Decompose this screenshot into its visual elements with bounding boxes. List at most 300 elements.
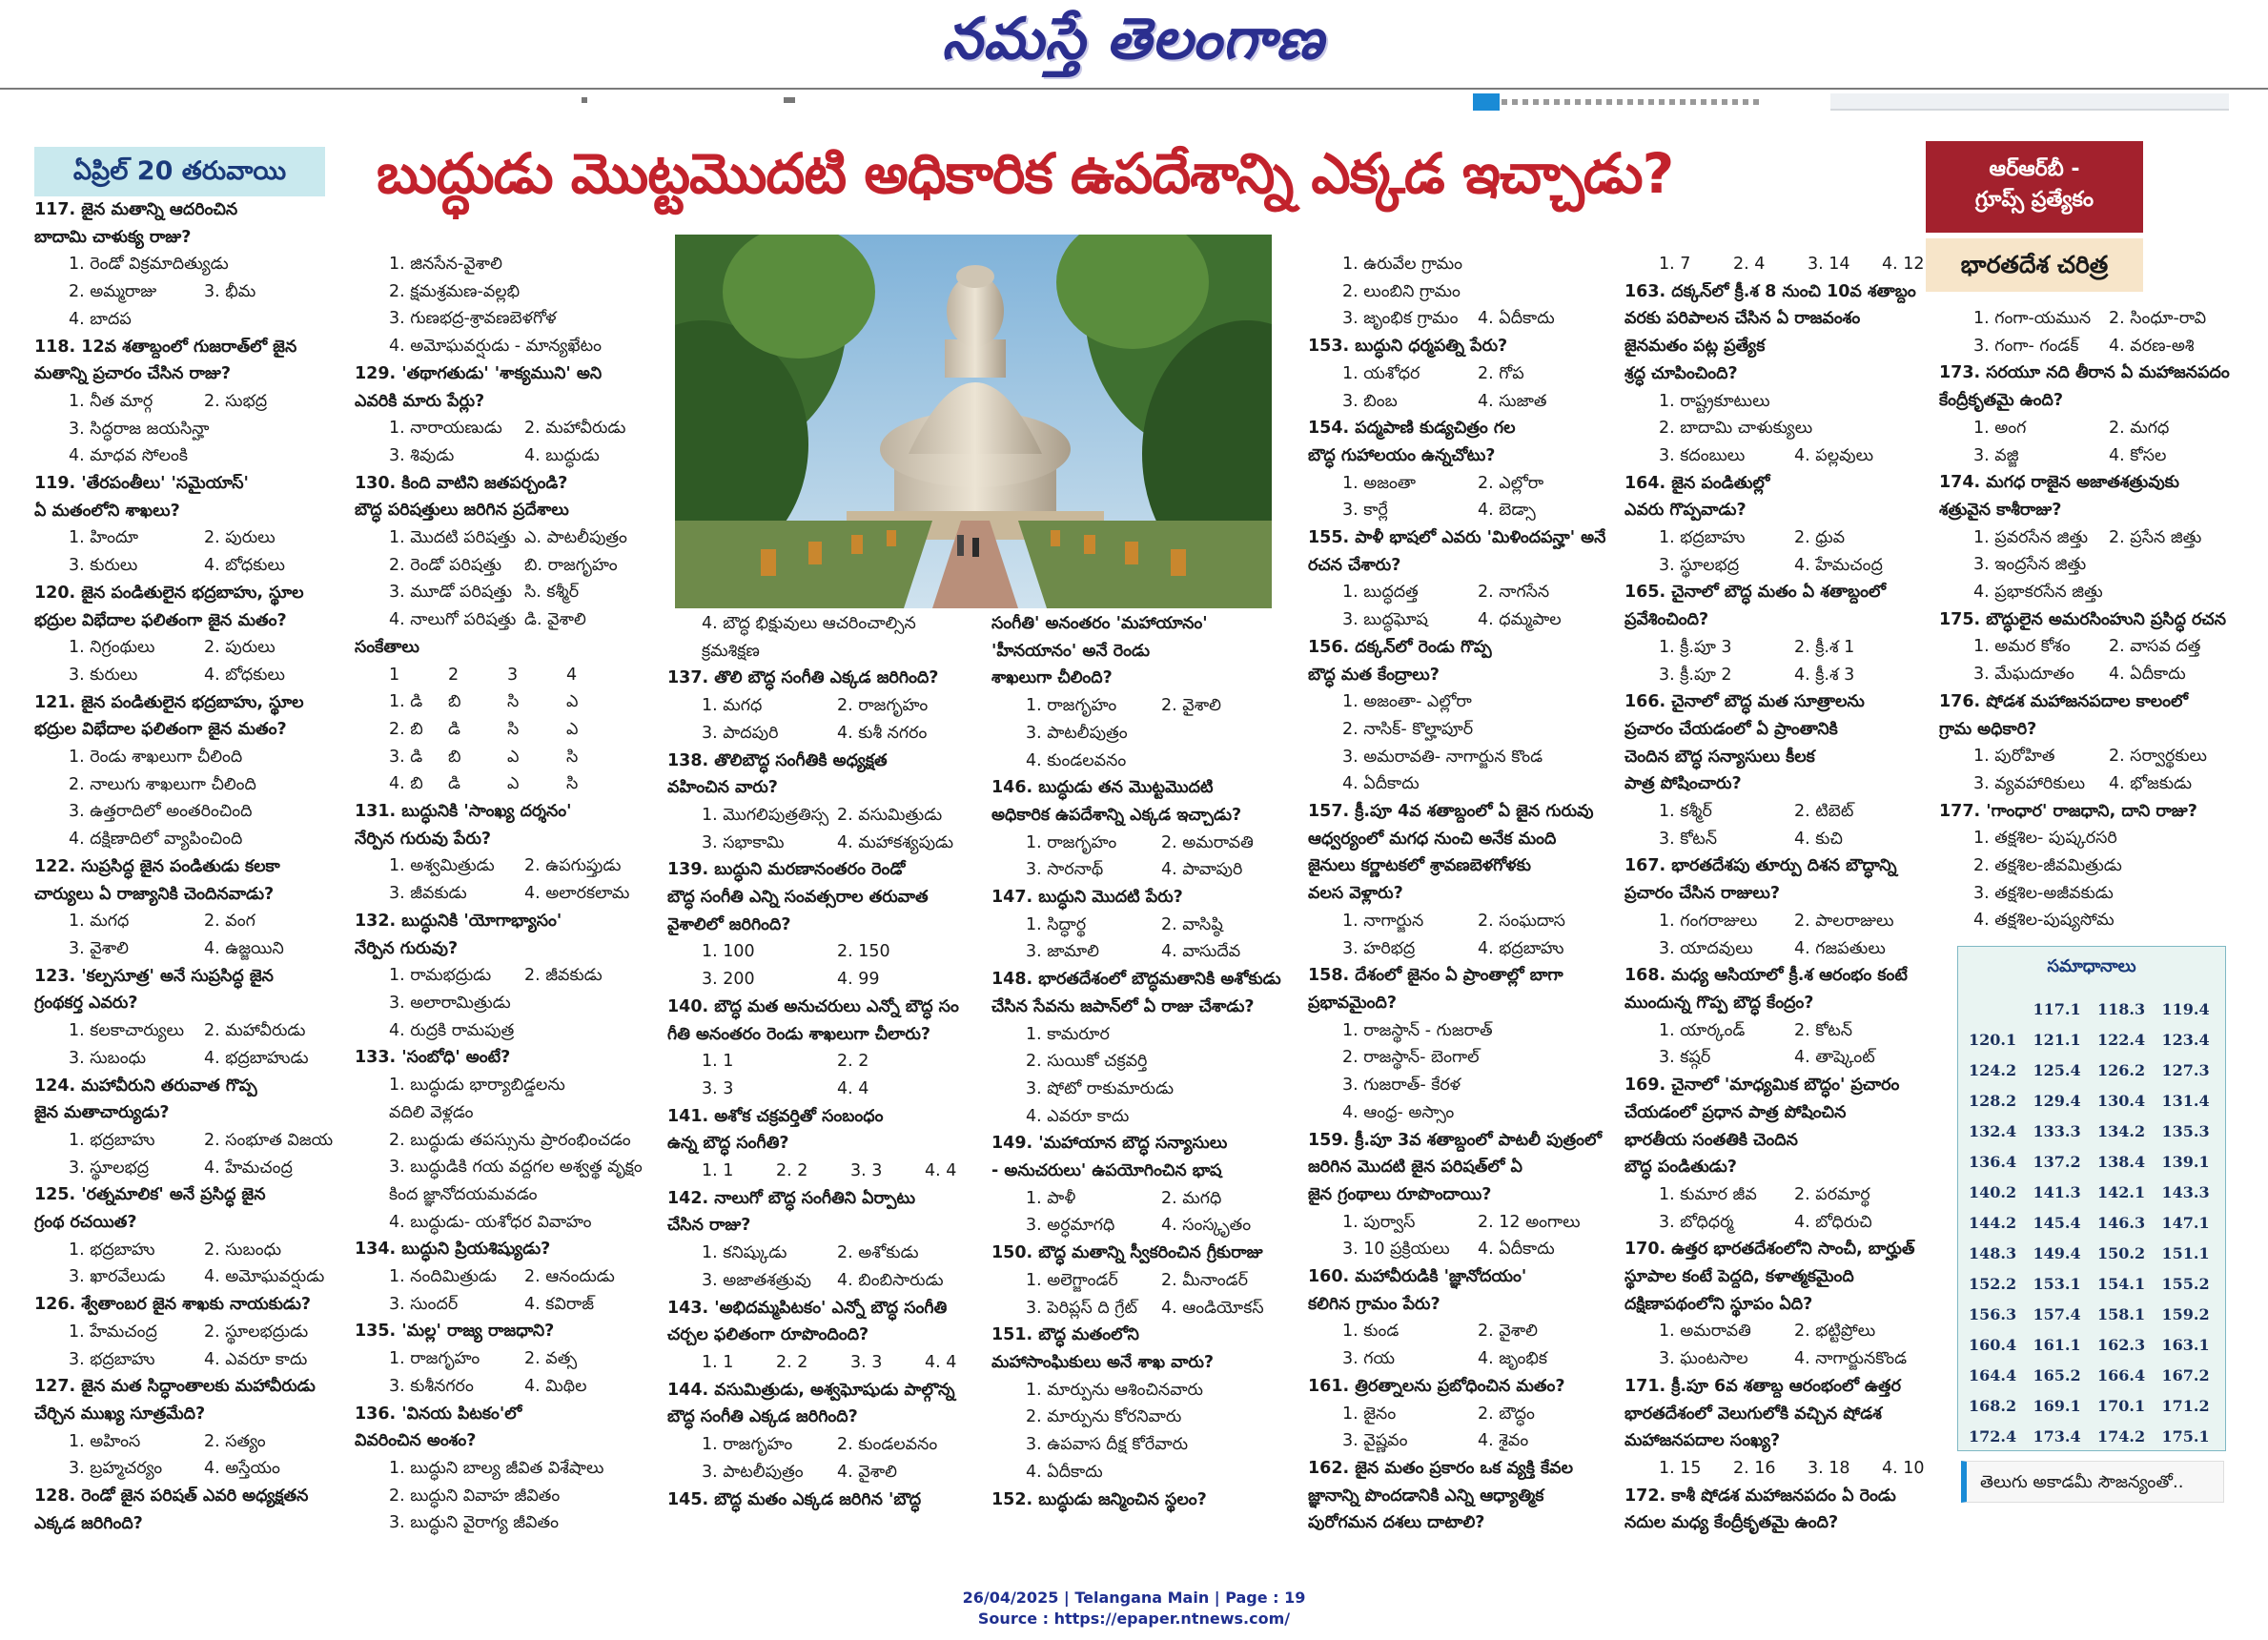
option-line: 4. ఏదీకాదు xyxy=(1342,774,1420,794)
question-line: బౌద్ధ మత కేంద్రాలు? xyxy=(1308,665,1440,685)
option-item: 3. గంగా- గండక్ xyxy=(1973,336,2079,356)
answer-cell: 130.4 xyxy=(2097,1091,2146,1110)
question-line: వైశాలిలో జరిగింది? xyxy=(667,914,791,934)
option-item: 3. 18 xyxy=(1808,1458,1850,1478)
question-line: 150. బౌద్ధ మతాన్ని స్వీకరించిన గ్రీకురాజు xyxy=(991,1243,1263,1263)
option-line: 2. లుంబిని గ్రామం xyxy=(1342,281,1461,301)
option-item: 3. అర్ధమాగధి xyxy=(1026,1216,1115,1236)
question-line: 132. బుద్ధునికి 'యోగాభ్యాసం' xyxy=(355,911,562,931)
option-item: 1. రామభద్రుడు xyxy=(389,966,492,986)
option-row xyxy=(667,938,999,966)
option-item: 4. అలారకలామ xyxy=(524,884,630,904)
question-line: జైనులు కర్ణాటకలో శ్రావణబెళగోళకు xyxy=(1308,856,1531,876)
answer-cell: 173.4 xyxy=(2033,1426,2081,1445)
option-line: 2. బాదామి చాళుక్యులు xyxy=(1659,419,1813,439)
option-item: 1. మగధ xyxy=(69,912,130,932)
option-item: 3. జృంభిక గ్రామం xyxy=(1342,309,1459,329)
option-row xyxy=(1624,1017,1956,1045)
question-line: నేర్పిన గురువు పేరు? xyxy=(355,829,492,849)
question-line: 'హీనయానం' అనే రెండు xyxy=(991,641,1150,661)
question-line: 129. 'తథాగతుడు' 'శాక్యముని' అని xyxy=(355,363,603,383)
option-row xyxy=(355,579,660,606)
option-line: 2. బుద్ధుడు తపస్సును ప్రారంభించడం xyxy=(389,1130,631,1150)
answer-cell: 121.1 xyxy=(2033,1030,2081,1049)
option-item: 4. ఎవరూ కాదు xyxy=(204,1349,308,1369)
option-item: 2. రెండో పరిషత్తు xyxy=(389,555,502,575)
option-row xyxy=(355,1373,660,1401)
question-column xyxy=(355,251,660,1537)
option-item: 3. సారనాథ్ xyxy=(1026,860,1104,880)
question-column xyxy=(991,610,1297,1513)
answer-cell: 137.2 xyxy=(2033,1152,2081,1171)
answer-cell: 145.4 xyxy=(2033,1213,2081,1232)
option-row xyxy=(34,908,339,935)
option-item: 3. కార్లే xyxy=(1342,501,1388,521)
question-line: అధికారిక ఉపదేశాన్ని ఎక్కడ ఇచ్చాడు? xyxy=(991,805,1242,825)
option-item: 1. భద్రబాహు xyxy=(69,1240,155,1260)
option-item: 3. కష్గర్ xyxy=(1659,1048,1711,1068)
option-item: 3. భద్రబాహు xyxy=(69,1349,155,1369)
option-item: 4. నాగార్జునకొండ xyxy=(1794,1349,1908,1369)
answer-key-box xyxy=(1957,946,2226,1451)
option-item: 1. క్రీ.పూ 3 xyxy=(1659,637,1732,657)
option-item: డి xyxy=(448,719,460,739)
answer-cell: 122.4 xyxy=(2097,1030,2146,1049)
question-line: 173. సరయూ నది తీరాన ఏ మహాజనపదం xyxy=(1939,363,2230,383)
option-item: ఎ. పాటలీపుత్రం xyxy=(524,528,627,548)
option-item: 4. ఏదీకాదు xyxy=(2109,665,2186,685)
option-line: 3. అలారామిత్రుడు xyxy=(389,993,511,1013)
question-line: 174. మగధ రాజైన అజాతశత్రువుకు xyxy=(1939,473,2179,493)
answer-cell: 139.1 xyxy=(2161,1152,2210,1171)
answer-cell: 138.4 xyxy=(2097,1152,2146,1171)
answer-row xyxy=(1968,994,2225,1024)
question-line: 124. మహావీరుని తరువాత గొప్ప xyxy=(34,1076,257,1096)
option-line: 1. కామరూర xyxy=(1026,1024,1110,1044)
option-item: 2. సర్వార్థకులు xyxy=(2109,747,2207,767)
option-item: 1. రాజగృహం xyxy=(1026,696,1117,716)
option-row xyxy=(667,1267,999,1295)
option-row xyxy=(34,278,339,306)
option-item: 3. మూడో పరిషత్తు xyxy=(389,583,513,603)
question-line: 163. దక్కన్‌లో క్రీ.శ 8 నుంచి 10వ శతాబ్దం xyxy=(1624,281,1916,301)
section-banner xyxy=(1926,141,2143,233)
answer-cell: 143.3 xyxy=(2161,1182,2210,1201)
question-line: పాత్ర పోషించారు? xyxy=(1624,774,1742,794)
answer-cell: 144.2 xyxy=(1969,1213,2017,1232)
option-line: 1. ఉరువేల గ్రామం xyxy=(1342,255,1463,274)
option-item: 2 xyxy=(448,665,460,685)
question-line: ఎక్కడ జరిగింది? xyxy=(34,1513,143,1533)
answer-cell: 135.3 xyxy=(2161,1121,2210,1140)
option-item: 2. టిబెట్ xyxy=(1794,802,1854,822)
option-item: 1. నిగ్రంథులు xyxy=(69,638,155,658)
option-item: 3. కురులు xyxy=(69,556,138,576)
option-item: 2. 2 xyxy=(776,1161,808,1181)
option-row xyxy=(667,1431,999,1459)
question-line: మహాజనపదాల సంఖ్య? xyxy=(1624,1431,1781,1451)
option-item: ఎ xyxy=(566,719,579,739)
question-line: 152. బుద్ధుడు జన్మించిన స్థలం? xyxy=(991,1489,1207,1509)
option-line: 1. బుద్ధుని బాల్య జీవిత విశేషాలు xyxy=(389,1458,604,1478)
option-item: 1. కుండ xyxy=(1342,1322,1400,1342)
option-row xyxy=(1308,305,1613,333)
match-code-row xyxy=(355,688,660,716)
option-item: 2. రాజగృహం xyxy=(837,696,929,716)
masthead-divider xyxy=(0,88,2268,90)
answer-cell: 162.3 xyxy=(2097,1335,2146,1354)
option-item: 4. 12 xyxy=(1882,255,1925,274)
question-line: 121. జైన పండితులైన భద్రబాహు, స్థూల xyxy=(34,692,304,712)
option-item: 2. 2 xyxy=(837,1052,869,1072)
option-row xyxy=(355,442,660,470)
question-line: చేర్చిన ముఖ్య సూత్రమేది? xyxy=(34,1404,206,1424)
option-item: 3. వైష్ణవం xyxy=(1342,1431,1408,1451)
option-row xyxy=(1308,606,1613,634)
option-item: 3. బుద్ధఘోష xyxy=(1342,610,1428,630)
answer-row xyxy=(1968,1299,2225,1329)
answer-cell: 123.4 xyxy=(2161,1030,2210,1049)
option-item: 1. కనిష్కుడు xyxy=(702,1243,787,1263)
option-item: 1. నారాయణుడు xyxy=(389,419,502,439)
option-item: 1. అంగ xyxy=(1973,418,2027,438)
question-line: చేసిన రాజు? xyxy=(667,1216,751,1236)
option-item: 1. జైనం xyxy=(1342,1404,1397,1424)
header-strip-accent xyxy=(1473,93,1500,111)
option-item: 4. గజపతులు xyxy=(1794,938,1886,958)
answer-cell: 141.3 xyxy=(2033,1182,2081,1201)
question-line: కేంద్రీకృతమై ఉంది? xyxy=(1939,391,2064,411)
question-line: 151. బౌద్ధ మతంలోని xyxy=(991,1325,1139,1345)
question-line: ఎవరు గొప్పవాడు? xyxy=(1624,501,1747,521)
option-item: 3. బ్రహ్మచర్యం xyxy=(69,1459,163,1479)
answer-cell: 153.1 xyxy=(2033,1274,2081,1293)
question-line: ప్రవేశించింది? xyxy=(1624,610,1709,630)
answer-cell: 171.2 xyxy=(2161,1396,2210,1415)
option-item: 4. సంస్కృతం xyxy=(1161,1216,1252,1236)
question-line: స్థూపాల కంటే పెద్దది, కళాత్మకమైంది xyxy=(1624,1267,1854,1287)
option-item: 2. వంగ xyxy=(204,912,255,932)
question-line: 137. తొలి బౌద్ధ సంగీతి ఎక్కడ జరిగింది? xyxy=(667,668,939,688)
option-item: 2. సంఘదాస xyxy=(1478,911,1565,931)
option-item: 4. ధమ్మపాల xyxy=(1478,610,1562,630)
option-item: 2. మీనాండర్ xyxy=(1161,1270,1248,1290)
question-line: కలిగిన గ్రామం పేరు? xyxy=(1308,1294,1440,1314)
option-item: 4. బోధిరుచి xyxy=(1794,1212,1872,1232)
option-row xyxy=(991,938,1297,966)
option-item: 3. వ్యవహారికులు xyxy=(1973,773,2086,793)
option-item: 3. బోధిధర్మ xyxy=(1659,1212,1734,1232)
question-line: 155. పాళీ భాషలో ఎవరు 'మిళిందపన్హా' అనే xyxy=(1308,528,1606,548)
question-line: ఏ మతంలోని శాఖలు? xyxy=(34,501,180,521)
option-line: 4. బుద్ధుడు- యశోధర వివాహం xyxy=(389,1212,592,1232)
question-line: బౌద్ధ గుహాలయం ఉన్నచోటు? xyxy=(1308,445,1496,465)
question-line: 176. షోడశ మహాజనపదాల కాలంలో xyxy=(1939,691,2189,711)
option-item: 3. జామాలి xyxy=(1026,942,1099,962)
answer-cell: 148.3 xyxy=(1969,1243,2017,1262)
option-item: 2. ప్రసేన జిత్తు xyxy=(2109,527,2202,547)
header-strip-mark xyxy=(582,97,587,103)
question-line: 146. బుద్ధుడు తన మొట్టమొదటి xyxy=(991,778,1214,798)
option-line: క్రమశిక్షణ xyxy=(702,641,760,661)
option-row xyxy=(355,415,660,442)
option-row xyxy=(667,830,999,857)
question-line: 125. 'రత్నమాలిక' అనే ప్రసిద్ధ జైన xyxy=(34,1185,266,1205)
answer-cell: 133.3 xyxy=(2033,1121,2081,1140)
option-item: 2. ఎల్లోరా xyxy=(1478,473,1544,493)
option-item: 1. హేమచంద్ర xyxy=(69,1322,157,1342)
option-item: సి xyxy=(566,747,579,767)
option-item: 2. 16 xyxy=(1733,1458,1776,1478)
option-item: సి. కశ్మీర్ xyxy=(524,583,580,603)
option-item: 3. అజాతశత్రువు xyxy=(702,1270,811,1290)
option-row xyxy=(667,1459,999,1486)
option-row xyxy=(1308,1427,1613,1455)
option-item: 4. క్రీ.శ 3 xyxy=(1794,665,1855,685)
option-item: 1. 7 xyxy=(1659,255,1691,274)
option-line: 3. బుద్ధుని వైరాగ్య జీవితం xyxy=(389,1513,559,1533)
answer-cell: 124.2 xyxy=(1969,1060,2017,1079)
option-row xyxy=(355,1263,660,1291)
option-line: 1. అజంతా- ఎల్లోరా xyxy=(1342,692,1472,712)
option-item: 2. 150 xyxy=(837,942,890,962)
match-code-row xyxy=(355,662,660,689)
answer-cell: 129.4 xyxy=(2033,1091,2081,1110)
option-row xyxy=(991,1185,1297,1213)
question-line: 156. దక్కన్‌లో రెండు గొప్ప xyxy=(1308,637,1492,657)
option-item: 1. పుర్వాస్ xyxy=(1342,1212,1416,1232)
option-row xyxy=(34,1263,339,1291)
option-item: 4. కోసల xyxy=(2109,445,2167,465)
option-item: 2. నాగసేన xyxy=(1478,583,1550,603)
option-item: 4. వైశాలి xyxy=(837,1462,897,1482)
option-item: 2. జీవకుడు xyxy=(524,966,603,986)
option-item: 2. స్థూలభద్రుడు xyxy=(204,1322,309,1342)
answer-cell: 157.4 xyxy=(2033,1304,2081,1323)
option-item: 1. అశ్వమిత్రుడు xyxy=(389,856,495,876)
option-item: 2. క్రీ.శ 1 xyxy=(1794,637,1855,657)
option-line: 4. అమోఘవర్షుడు - మాన్యఖేటం xyxy=(389,337,602,357)
question-line: వివరించిన అంశం? xyxy=(355,1431,477,1451)
question-line: 131. బుద్ధునికి 'సాంఖ్య దర్శనం' xyxy=(355,802,572,822)
option-item: 1. హిందూ xyxy=(69,528,139,548)
option-row xyxy=(667,1048,999,1076)
question-line: దక్షిణాపథంలోని స్థూపం ఏది? xyxy=(1624,1294,1813,1314)
option-line: 3. గుజరాత్- కేరళ xyxy=(1342,1076,1461,1096)
option-item: 3. భీమ xyxy=(204,282,256,302)
option-item: బి. రాజగృహం xyxy=(524,555,618,575)
question-line: చర్చల ఫలితంగా రూపొందింది? xyxy=(667,1325,869,1345)
option-item: 2. బౌద్ధం xyxy=(1478,1404,1535,1424)
question-column xyxy=(1308,251,1613,1537)
answer-cell: 165.2 xyxy=(2033,1365,2081,1384)
option-item: 4. పల్లవులు xyxy=(1794,445,1874,465)
question-line: 161. త్రిరత్నాలను ప్రబోధించిన మతం? xyxy=(1308,1376,1565,1396)
option-item: 1. అమరావతి xyxy=(1659,1322,1751,1342)
option-item: 4. కవిరాజ్ xyxy=(524,1294,595,1314)
option-line: 3. గుణభద్ర-శ్రావణబెళగోళ xyxy=(389,309,557,329)
option-row xyxy=(1624,251,1956,278)
question-line: చేయడంలో ప్రధాన పాత్ర పోషించిన xyxy=(1624,1102,1847,1122)
option-item: 4. హేమచంద్ర xyxy=(1794,555,1883,575)
question-line: నేర్పిన గురువు? xyxy=(355,938,459,958)
option-line: 1. తక్షశిల- పుష్కరసరి xyxy=(1973,829,2117,849)
option-item: 1. అలెగ్జాండర్ xyxy=(1026,1270,1118,1290)
option-item: 1. అమర కోశం xyxy=(1973,637,2071,657)
question-line: 117. జైన మతాన్ని ఆదరించిన xyxy=(34,200,238,219)
option-item: 2. కోటన్ xyxy=(1794,1020,1853,1040)
question-line: 142. నాలుగో బౌద్ధ సంగీతిని ఏర్పాటు xyxy=(667,1188,916,1208)
option-item: 2. కుండలవనం xyxy=(837,1435,938,1455)
answer-cell: 120.1 xyxy=(1969,1030,2017,1049)
answer-cell: 160.4 xyxy=(1969,1335,2017,1354)
option-row xyxy=(1939,661,2244,688)
question-line: 119. 'తేరపంతీలు' 'సమైయాస్' xyxy=(34,474,249,494)
page-headline: బుద్ధుడు మొట్టమొదటి అధికారిక ఉపదేశాన్ని ఎక్కడ ఇచ్చాడు? xyxy=(377,141,1674,206)
option-row xyxy=(34,634,339,662)
option-item: 2. పురులు xyxy=(204,638,276,658)
question-line: జైన గ్రంథాలు రూపొందాయి? xyxy=(1308,1184,1492,1204)
option-line: 4. బాదప xyxy=(69,309,132,329)
option-item: 2. వైశాలి xyxy=(1161,696,1221,716)
option-row xyxy=(1308,388,1613,416)
option-row xyxy=(991,1267,1297,1295)
option-item: 3. వైశాలి xyxy=(69,938,129,958)
option-item: 4. తాష్కెంట్ xyxy=(1794,1048,1875,1068)
answer-cell: 172.4 xyxy=(1969,1426,2017,1445)
question-line: 159. క్రీ.పూ 3వ శతాబ్దంలో పాటలీ పుత్రంలో xyxy=(1308,1130,1603,1150)
option-row xyxy=(1624,634,1956,662)
question-line: 123. 'కల్పసూత్ర' అనే సుప్రసిద్ధ జైన xyxy=(34,966,274,986)
answer-cell: 149.4 xyxy=(2033,1243,2081,1262)
option-item: 2. 4 xyxy=(1733,255,1766,274)
option-item: 4. మహాకశ్యపుడు xyxy=(837,832,954,852)
option-item: 2. ఆనందుడు xyxy=(524,1267,615,1287)
option-row xyxy=(667,1240,999,1267)
option-item: 2. పాలరాజులు xyxy=(1794,911,1894,931)
option-item: 2. అమ్మరాజు xyxy=(69,282,157,302)
option-item: 3. బింబ xyxy=(1342,391,1398,411)
answer-row xyxy=(1968,1390,2225,1421)
option-line: 3. షోటో రాకుమారుడు xyxy=(1026,1078,1175,1098)
question-line: భద్రుల విభేదాల ఫలితంగా జైన మతం? xyxy=(34,720,287,740)
answer-cell: 170.1 xyxy=(2097,1396,2146,1415)
footer-source-link[interactable]: Source : https://epaper.ntnews.com/ xyxy=(977,1609,1291,1628)
answer-row xyxy=(1968,1024,2225,1055)
option-row xyxy=(667,966,999,994)
option-item: 3. సుబంధు xyxy=(69,1048,147,1068)
option-item: 2. సింధూ-రావి xyxy=(2109,309,2207,328)
question-line: జైనమతం పట్ల ప్రత్యేక xyxy=(1624,337,1766,357)
question-line: ప్రచారం చేయడంలో ఏ ప్రాంతానికి xyxy=(1624,719,1838,739)
answer-cell: 174.2 xyxy=(2097,1426,2146,1445)
question-line: 166. చైనాలో బౌద్ధ మత సూత్రాలను xyxy=(1624,692,1865,712)
question-line: వరకు పరిపాలన చేసిన ఏ రాజవంశం xyxy=(1624,309,1861,329)
question-line: వలస వెళ్లారు? xyxy=(1308,884,1403,904)
option-row xyxy=(1939,524,2244,552)
question-line: చేసిన సేవను జపాన్‌లో ఏ రాజు చేశాడు? xyxy=(991,996,1255,1016)
option-item: 4. జృంభిక xyxy=(1478,1349,1547,1369)
option-item: 1. మగధ xyxy=(702,696,763,716)
option-item: 1. 1 xyxy=(702,1052,734,1072)
option-item: 2. సుభద్ర xyxy=(204,391,268,411)
option-item: బి xyxy=(448,747,461,767)
option-row xyxy=(1624,524,1956,552)
option-item: 4. ఏదీకాదు xyxy=(1478,309,1555,329)
option-item: 4. వరణ-అశి xyxy=(2109,336,2195,356)
option-row xyxy=(667,720,999,748)
question-line: ఎవరికి మారు పేర్లు? xyxy=(355,391,485,411)
option-line: 3. ఉపవాస దీక్ష కోరేవారు xyxy=(1026,1435,1189,1455)
option-item: 3. జీవకుడు xyxy=(389,884,467,904)
option-row xyxy=(34,552,339,580)
option-line: 3. పాటలీపుత్రం xyxy=(1026,723,1128,743)
option-row xyxy=(1624,1044,1956,1072)
match-code-row xyxy=(355,744,660,771)
answer-row xyxy=(1968,1207,2225,1238)
option-item: 1. యశోధర xyxy=(1342,363,1420,383)
answer-row xyxy=(1968,1177,2225,1207)
option-item: 4 xyxy=(566,665,578,685)
option-row xyxy=(1624,1345,1956,1373)
masthead xyxy=(0,0,2268,88)
option-row xyxy=(1624,935,1956,963)
option-row xyxy=(991,856,1297,884)
answer-cell: 175.1 xyxy=(2161,1426,2210,1445)
question-line: నదుల మధ్య కేంద్రీకృతమై ఉంది? xyxy=(1624,1513,1839,1533)
option-line: 2. నాలుగు శాఖలుగా చీలింది xyxy=(69,774,256,794)
question-line: ప్రచారం చేసిన రాజులు? xyxy=(1624,884,1781,904)
question-line: 160. మహావీరుడికి 'జ్ఞానోదయం' xyxy=(1308,1267,1527,1287)
option-item: 1. కశ్మీర్ xyxy=(1659,802,1712,822)
question-line: 140. బౌద్ధ మత అనుచరులు ఎన్నో బౌద్ధ సం xyxy=(667,996,959,1016)
option-line: 4. తక్షశిల-పుష్యసోమ xyxy=(1973,911,2115,931)
option-row xyxy=(667,692,999,720)
option-item: 1. పాళీ xyxy=(1026,1188,1076,1208)
question-line: 143. 'అభిదమ్మపిటకం' ఎన్నో బౌద్ధ సంగీతి xyxy=(667,1298,948,1318)
option-item: 1. రాజగృహం xyxy=(702,1435,793,1455)
option-line: 4. బౌద్ధ భిక్షువులు ఆచరించాల్సిన xyxy=(702,614,916,633)
option-row xyxy=(667,1076,999,1103)
option-item: 4. పావాపురి xyxy=(1161,860,1243,880)
option-row xyxy=(1308,1236,1613,1263)
option-line: 4. కుండలవనం xyxy=(1026,750,1127,770)
option-item: 4. భోజకుడు xyxy=(2109,773,2193,793)
question-line: 144. వసుమిత్రుడు, అశ్వఘోషుడు పాల్గొన్న xyxy=(667,1380,955,1400)
option-row xyxy=(34,662,339,689)
question-line: గ్రంథకర్త ఎవరు? xyxy=(34,994,138,1014)
option-line: 1. రాజస్థాన్ - గుజరాత్ xyxy=(1342,1020,1493,1040)
option-item: 3. స్థూలభద్ర xyxy=(69,1158,150,1178)
question-line: 136. 'వినయ పిటకం'లో xyxy=(355,1404,522,1424)
option-item: 1. భద్రబాహు xyxy=(69,1130,155,1150)
question-line: 157. క్రీ.పూ 4వ శతాబ్దంలో ఏ జైన గురువు xyxy=(1308,802,1594,822)
answer-cell: 125.4 xyxy=(2033,1060,2081,1079)
question-line: జ్ఞానాన్ని పొందడానికి ఎన్ని ఆధ్యాత్మిక xyxy=(1308,1486,1544,1506)
question-line: బౌద్ధ పండితుడు? xyxy=(1624,1158,1737,1178)
option-item: 4. 4 xyxy=(925,1352,957,1372)
question-line: శత్రువైన కాశీరాజు? xyxy=(1939,500,2062,520)
option-item: 4. సుజాత xyxy=(1478,391,1547,411)
option-line: 1. జినసేన-వైశాలి xyxy=(389,255,502,274)
option-row xyxy=(355,880,660,908)
answer-cell: 159.2 xyxy=(2161,1304,2210,1323)
option-line: 2. క్షమశ్రమణ-వల్లభి xyxy=(389,281,521,301)
question-line: 167. భారతదేశపు తూర్పు దిశన బౌద్ధాన్ని xyxy=(1624,856,1897,876)
question-line: భారతీయ సంతతికి చెందిన xyxy=(1624,1130,1798,1150)
option-row xyxy=(1624,1209,1956,1237)
option-item: 3. ఖారవేలుడు xyxy=(69,1267,166,1287)
